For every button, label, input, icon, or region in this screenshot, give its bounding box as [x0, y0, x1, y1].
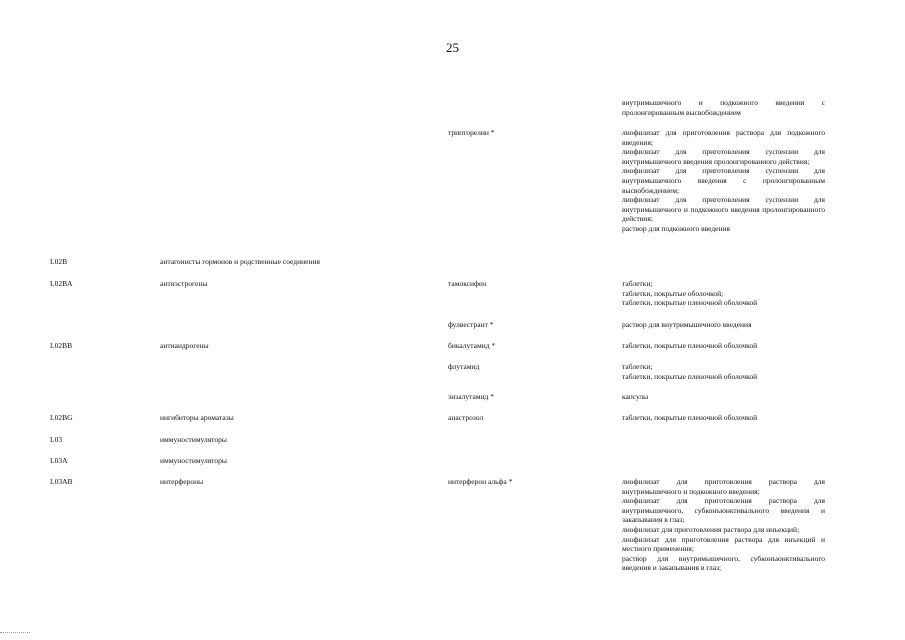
atc-group-name: антиандрогены [160, 341, 209, 350]
atc-group-name: ингибиторы ароматазы [160, 413, 234, 422]
atc-code: L02BA [50, 279, 73, 288]
dosage-forms [622, 477, 825, 573]
dosage-forms [622, 320, 825, 330]
atc-group-name: интерфероны [160, 477, 204, 486]
drug-name: интерферон альфа * [448, 477, 513, 486]
dosage-form-item: лиофилизат для приготовления раствора для инъекций; [622, 524, 800, 534]
dosage-form-item: таблетки, покрытые пленочной оболочкой [622, 371, 758, 381]
dosage-form-item: таблетки; [622, 279, 653, 288]
dosage-form-item: лиофилизат для приготовления раствора для инъекций и местного применения; [622, 534, 825, 554]
atc-code: L03A [50, 456, 68, 465]
atc-group-name: иммуностимуляторы [160, 435, 227, 444]
dosage-form-item: капсулы [622, 392, 649, 401]
dosage-forms [622, 279, 825, 308]
atc-code: L03AB [50, 477, 73, 486]
atc-group-name: иммуностимуляторы [160, 456, 227, 465]
atc-group-name: антагонисты гормонов и родственные соединения [160, 257, 320, 266]
dosage-form-item: лиофилизат для приготовления суспензии для внутримышечного введения с пролонгированным высвобождением; [622, 166, 825, 195]
drug-name: флутамид [448, 362, 480, 371]
dosage-form-item: раствор для подкожного введения [622, 223, 730, 233]
dosage-form-item: лиофилизат для приготовления суспензии для внутримышечного введения пролонгированного действия; [622, 147, 825, 166]
dosage-forms [622, 413, 825, 423]
dosage-form-item: лиофилизат для приготовления суспензии для внутримышечного и подкожного введения пролонгированного действия; [622, 195, 825, 224]
drug-name: трипторелин * [448, 128, 495, 137]
dosage-forms [622, 362, 825, 381]
drug-name: бикалутамид * [448, 341, 496, 350]
dosage-form-item: таблетки, покрытые пленочной оболочкой [622, 341, 758, 350]
atc-code: L02BB [50, 341, 73, 350]
atc-code: L02B [50, 257, 68, 266]
page-number: 25 [446, 40, 459, 55]
scan-artifact-mark [0, 632, 30, 634]
dosage-form-item: раствор для внутримышечного введения [622, 320, 752, 329]
drug-name: анастрозол [448, 413, 484, 422]
dosage-form-item: таблетки, покрытые пленочной оболочкой [622, 413, 758, 422]
dosage-form-item: лиофилизат для приготовления раствора для внутримышечного, субконъюнктивального введения и закапывания в глаз; [622, 496, 825, 525]
atc-code: L02BG [50, 413, 73, 422]
drug-name: фулвестрант * [448, 320, 494, 329]
dosage-forms [622, 128, 825, 234]
dosage-form-item: таблетки, покрытые пленочной оболочкой [622, 298, 758, 308]
dosage-form-item: лиофилизат для приготовления раствора для подкожного введения; [622, 128, 825, 147]
dosage-form-item: таблетки, покрытые оболочкой; [622, 288, 724, 298]
drug-name: тамоксифен [448, 279, 487, 288]
dosage-forms [622, 392, 825, 402]
dosage-form-item: раствор для внутримышечного, субконъюнктивального введения и закапывания в глаз; [622, 553, 825, 573]
dosage-form-item: таблетки; [622, 362, 653, 371]
dosage-forms [622, 341, 825, 351]
atc-group-name: антиэстрогены [160, 279, 208, 288]
dosage-form-item: внутримышечного и подкожного введения с пролонгированным высвобождением [622, 98, 825, 117]
atc-code: L03 [50, 435, 63, 444]
dosage-forms [622, 98, 825, 117]
drug-name: энзалутамид * [448, 392, 494, 401]
dosage-form-item: лиофилизат для приготовления раствора для внутримышечного и подкожного введения; [622, 477, 825, 496]
